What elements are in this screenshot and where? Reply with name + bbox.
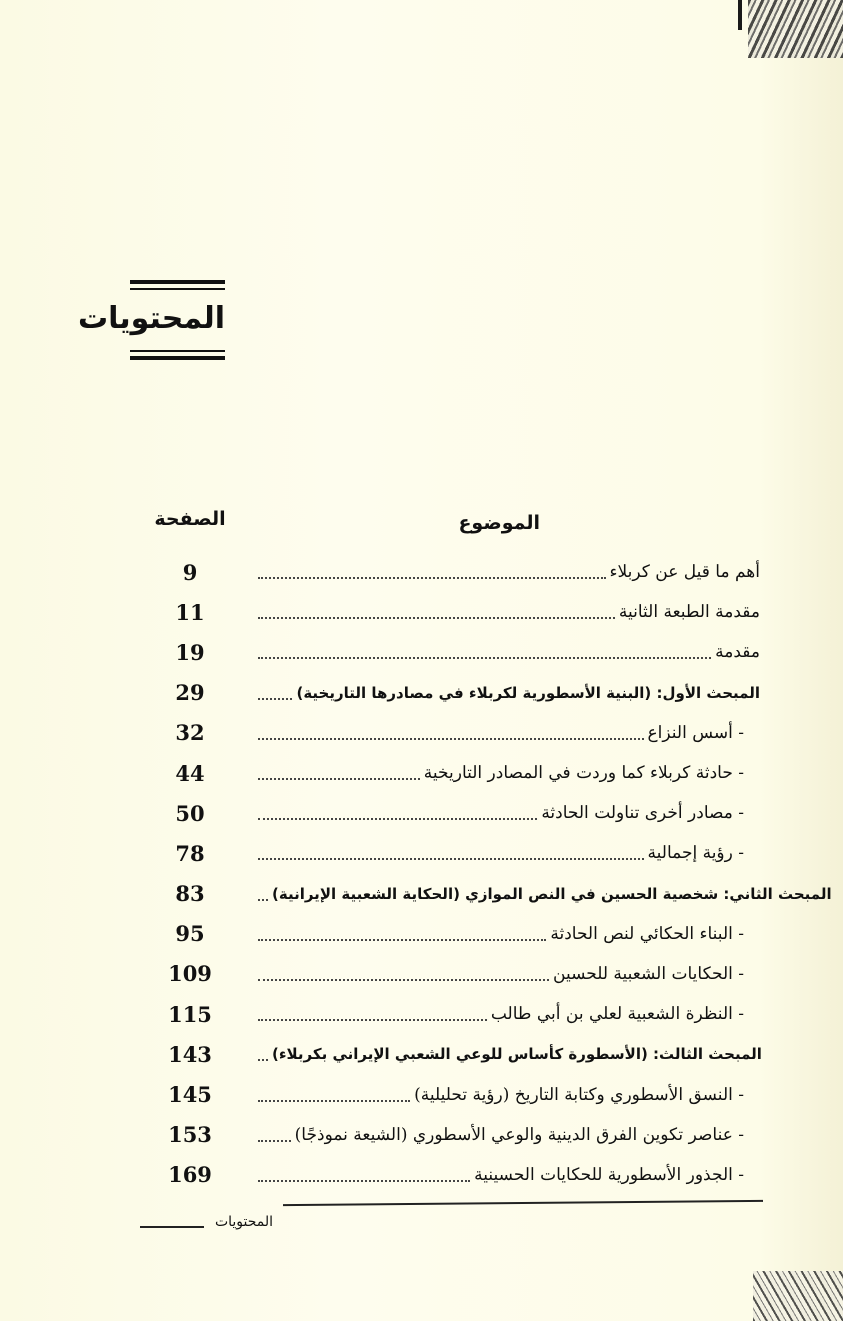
toc-row[interactable] xyxy=(150,632,760,672)
toc-row[interactable] xyxy=(150,1155,760,1195)
toc-row[interactable] xyxy=(150,874,832,914)
toc-row[interactable] xyxy=(150,753,760,793)
dot-leader xyxy=(258,1019,487,1021)
toc-row[interactable] xyxy=(150,1115,760,1155)
toc-subentry-label: - أسس النزاع xyxy=(647,722,744,743)
toc-row[interactable] xyxy=(150,673,760,713)
toc-row[interactable] xyxy=(150,592,760,632)
dot-leader xyxy=(258,939,546,941)
footer-rule xyxy=(283,1200,763,1206)
toc-row[interactable] xyxy=(150,713,760,753)
toc-entry-label: مقدمة xyxy=(715,642,760,663)
toc-page-number: 44 xyxy=(175,760,205,786)
dot-leader xyxy=(258,698,292,700)
toc-row[interactable] xyxy=(150,954,760,994)
heading-rule-top xyxy=(130,280,225,290)
torn-edge-bottom xyxy=(753,1271,843,1321)
dot-leader xyxy=(258,1059,268,1061)
dot-leader xyxy=(258,899,268,901)
dot-leader xyxy=(258,778,420,780)
toc-subentry-label: - النظرة الشعبية لعلي بن أبي طالب xyxy=(490,1004,744,1025)
page-title: المحتويات xyxy=(77,301,225,336)
dot-leader xyxy=(258,1100,410,1102)
dot-leader xyxy=(258,738,644,740)
table-of-contents xyxy=(150,552,832,1195)
toc-row[interactable] xyxy=(150,1034,760,1074)
toc-row[interactable] xyxy=(150,1074,760,1114)
running-footer: المحتويات xyxy=(214,1214,274,1230)
toc-section-label: المبحث الثالث: (الأسطورة كأساس للوعي الشعبي الإيراني بكربلاء) xyxy=(272,1045,762,1064)
toc-row[interactable] xyxy=(150,994,760,1034)
heading-rule-bottom xyxy=(130,350,225,360)
toc-subentry-label: - الجذور الأسطورية للحكايات الحسينية xyxy=(474,1164,744,1185)
dot-leader xyxy=(258,1140,291,1142)
toc-page-number: 95 xyxy=(175,921,205,947)
contents-heading xyxy=(77,280,225,360)
dot-leader xyxy=(258,657,711,659)
toc-page-number: 50 xyxy=(175,800,205,826)
toc-subentry-label: - مصادر أخرى تناولت الحادثة xyxy=(541,803,744,824)
dot-leader xyxy=(258,979,549,981)
dot-leader xyxy=(258,617,615,619)
column-header-page: الصفحة xyxy=(154,508,226,530)
toc-page-number: 143 xyxy=(168,1041,212,1067)
toc-entry-label: أهم ما قيل عن كربلاء xyxy=(609,562,760,583)
footer-rule-short xyxy=(140,1226,204,1228)
toc-page-number: 83 xyxy=(175,881,205,907)
dot-leader xyxy=(258,818,537,820)
torn-edge-top xyxy=(748,0,843,58)
toc-section-label: المبحث الأول: (البنية الأسطورية لكربلاء في مصادرها التاريخية) xyxy=(296,683,760,702)
toc-subentry-label: - حادثة كربلاء كما وردت في المصادر التاريخية xyxy=(423,763,744,784)
toc-page-number: 11 xyxy=(175,599,205,625)
toc-page-number: 115 xyxy=(168,1001,212,1027)
toc-page-number: 9 xyxy=(182,559,198,585)
toc-page-number: 32 xyxy=(175,720,205,746)
binding-mark xyxy=(738,0,742,30)
toc-row[interactable] xyxy=(150,552,760,592)
toc-page-number: 109 xyxy=(168,961,212,987)
toc-page-number: 78 xyxy=(175,840,205,866)
toc-subentry-label: - رؤية إجمالية xyxy=(647,843,744,864)
toc-row[interactable] xyxy=(150,914,760,954)
toc-row[interactable] xyxy=(150,833,760,873)
toc-page-number: 19 xyxy=(175,639,205,665)
toc-subentry-label: - النسق الأسطوري وكتابة التاريخ (رؤية تحليلية) xyxy=(414,1084,744,1105)
toc-section-label: المبحث الثاني: شخصية الحسين في النص الموازي (الحكاية الشعبية الإيرانية) xyxy=(272,884,832,903)
toc-row[interactable] xyxy=(150,793,760,833)
toc-page-number: 153 xyxy=(168,1122,212,1148)
toc-page-number: 169 xyxy=(168,1162,212,1188)
column-header-topic: الموضوع xyxy=(458,512,540,534)
toc-page-number: 145 xyxy=(168,1082,212,1108)
toc-subentry-label: - عناصر تكوين الفرق الدينية والوعي الأسطوري (الشيعة نموذجًا) xyxy=(294,1124,744,1145)
toc-entry-label: مقدمة الطبعة الثانية xyxy=(618,602,760,623)
toc-subentry-label: - البناء الحكائي لنص الحادثة xyxy=(550,923,744,944)
toc-subentry-label: - الحكايات الشعبية للحسين xyxy=(553,963,744,984)
dot-leader xyxy=(258,577,606,579)
toc-page-number: 29 xyxy=(175,680,205,706)
dot-leader xyxy=(258,858,644,860)
dot-leader xyxy=(258,1180,470,1182)
